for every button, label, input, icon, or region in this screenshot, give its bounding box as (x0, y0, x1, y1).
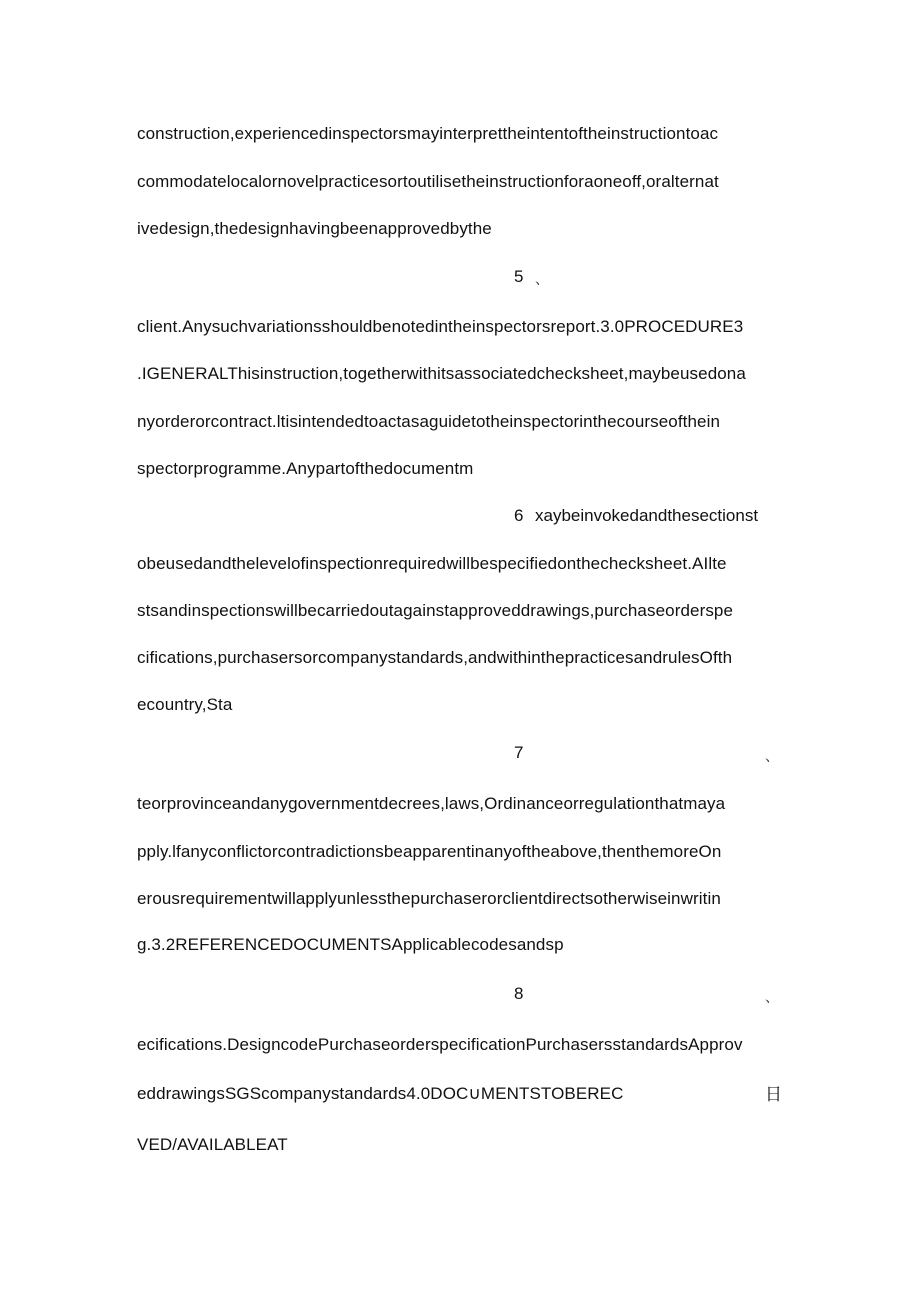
text-line: commodatelocalornovelpracticesortoutilisetheinstructionforaoneoff,oralternat (137, 172, 719, 191)
text-line: .IGENERALThisinstruction,togetherwithitsassociatedchecksheet,maybeusedona (137, 364, 746, 383)
text-line: stsandinspectionswillbecarriedoutagainstapproveddrawings,purchaseorderspe (137, 601, 734, 620)
enumeration-mark: 、 (765, 748, 779, 764)
section-number: 5 (514, 267, 524, 286)
text-line: ecifications.DesigncodePurchaseorderspecificationPurchasersstandardsApprov (137, 1035, 743, 1054)
section-number: 8 (514, 984, 524, 1003)
side-character: 日 (765, 1085, 782, 1104)
enumeration-mark: 、 (765, 989, 779, 1005)
text-line: eddrawingsSGScompanystandards4.0DOC∪MENTSTOBEREC (137, 1084, 624, 1103)
text-line: erousrequirementwillapplyunlessthepurchaserorclientdirectsotherwiseinwritin (137, 889, 721, 908)
text-line: nyorderorcontract.ltisintendedtoactasaguidetotheinspectorinthecourseofthein (137, 412, 721, 431)
enumeration-mark: 、 (535, 271, 549, 287)
text-line: ivedesign,thedesignhavingbeenapprovedbythe (137, 219, 492, 238)
text-line: spectorprogramme.Anypartofthedocumentm (137, 459, 474, 478)
text-line: pply.lfanyconflictorcontradictionsbeapparentinanyoftheabove,thenthemoreOn (137, 842, 722, 861)
text-line: obeusedandthelevelofinspectionrequiredwillbespecifiedonthechecksheet.AIlte (137, 554, 727, 573)
section-text: xaybeinvokedandthesectionst (535, 506, 759, 525)
text-line: VED/AVAILABLEAT (137, 1135, 288, 1154)
text-line: cifications,purchasersorcompanystandards,andwithinthepracticesandrulesOfth (137, 648, 733, 667)
text-line: construction,experiencedinspectorsmayinterprettheintentoftheinstructiontoac (137, 124, 719, 143)
text-line: ecountry,Sta (137, 695, 233, 714)
text-line: g.3.2REFERENCEDOCUMENTSApplicablecodesandsp (137, 935, 564, 954)
section-number: 7 (514, 743, 524, 762)
section-number: 6 (514, 506, 524, 525)
text-line: client.Anysuchvariationsshouldbenotedintheinspectorsreport.3.0PROCEDURE3 (137, 317, 744, 336)
text-line: teorprovinceandanygovernmentdecrees,laws,Ordinanceorregulationthatmaya (137, 794, 726, 813)
